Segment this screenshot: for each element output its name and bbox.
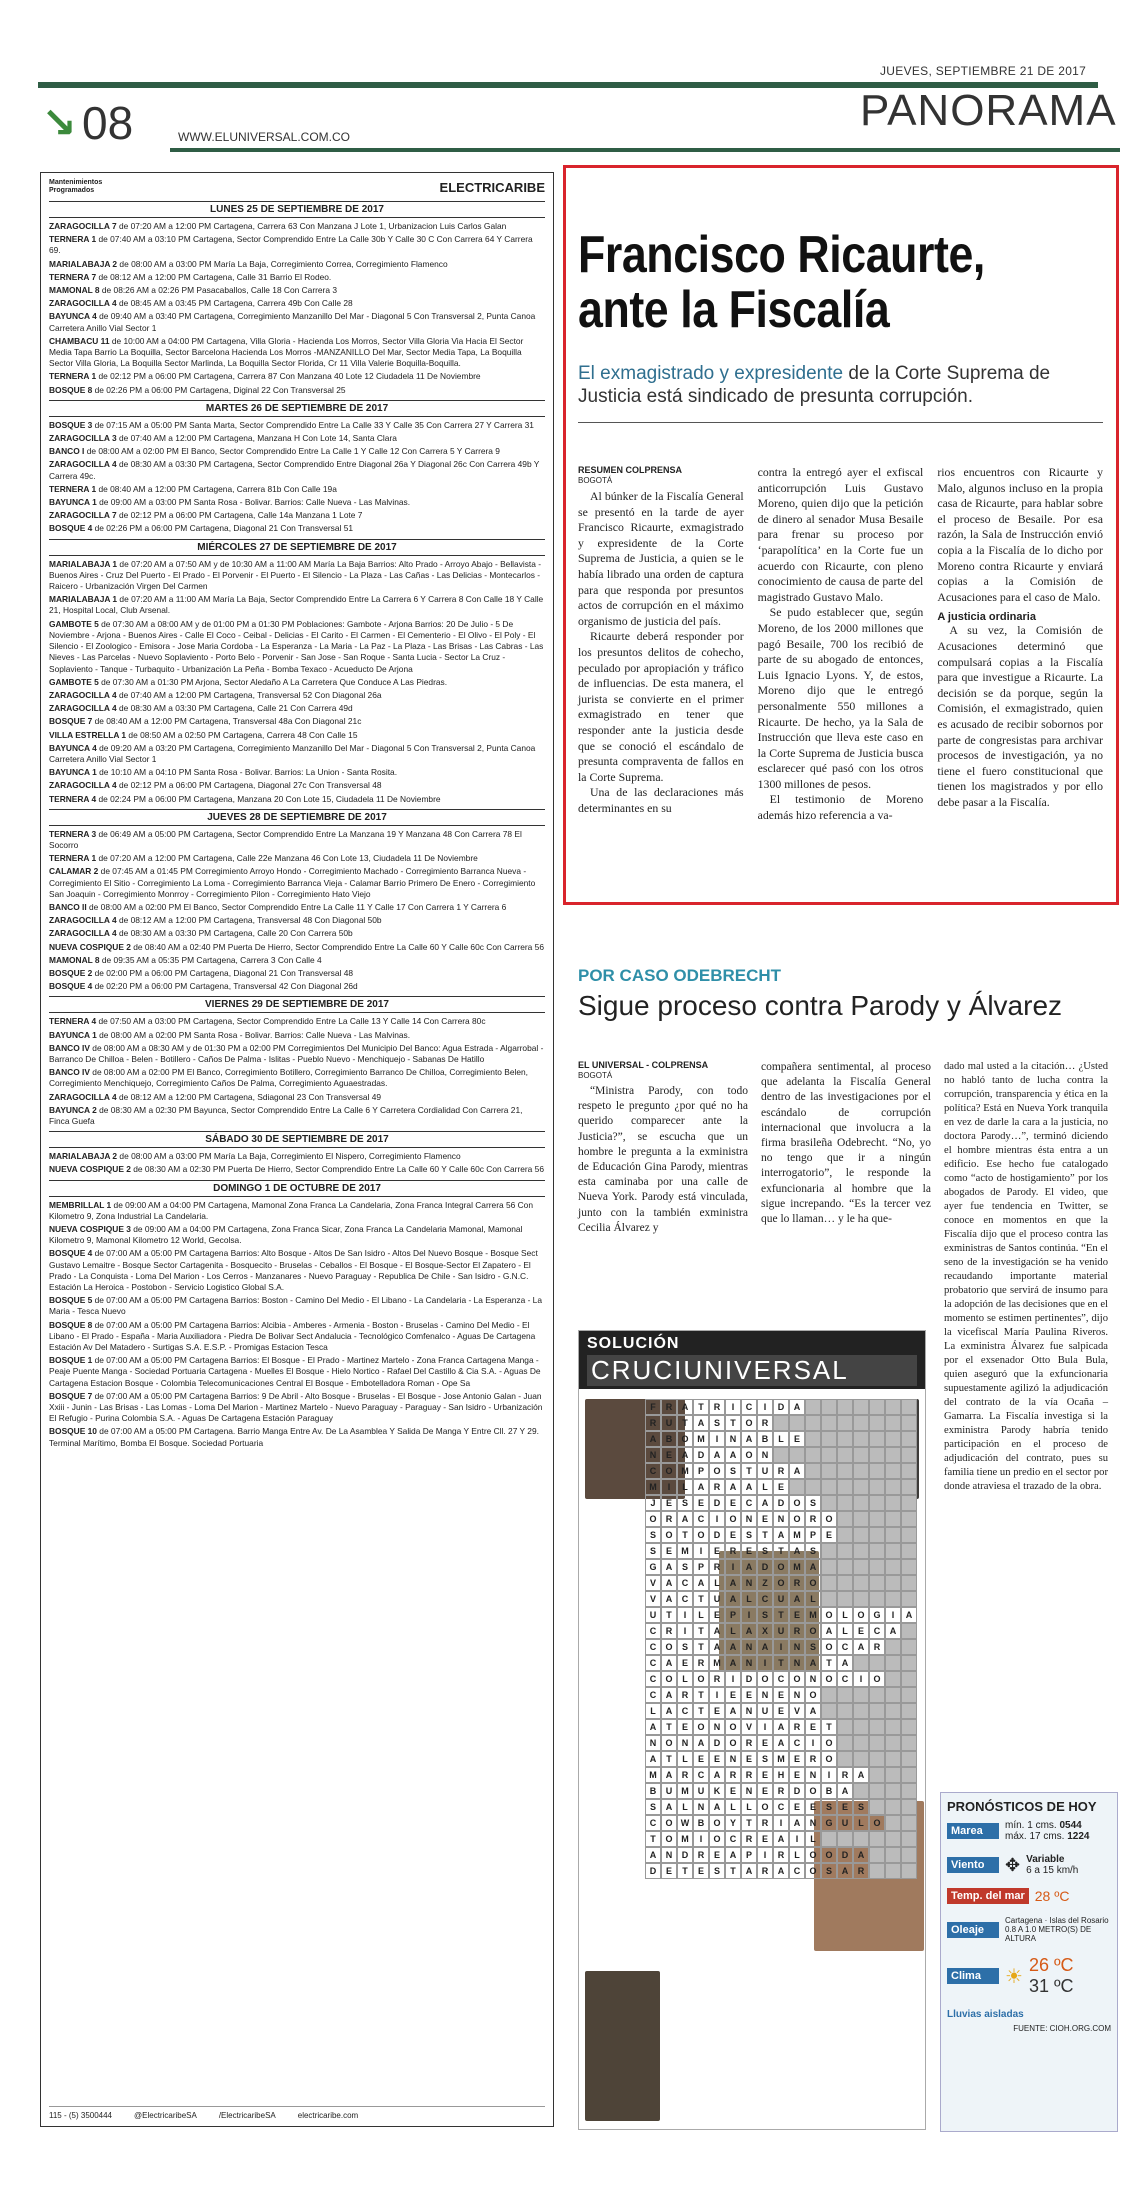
schedule-entry: ZARAGOCILLA 4 de 08:30 AM a 03:30 PM Cartagena, Calle 21 Con Carrera 49d [49, 703, 353, 714]
weather-title: PRONÓSTICOS DE HOY [947, 1799, 1097, 1814]
twitter-contact[interactable]: @ElectricaribeSA [134, 2111, 197, 2120]
schedule-entry: TERNERA 1 de 08:40 AM a 12:00 PM Cartagena, Carrera 81b Con Calle 19a [49, 483, 337, 494]
paragraph: contra la entregó ayer el exfiscal anticorrupción Luis Gustavo Moreno, quien dijo que la petición de dinero al senador Musa Besaile para frenar su proceso por ‘parapolítica’ en la Corte fue un acuerdo con Ricaurte, con pleno conocimiento de causa de parte del magistrado Gustavo Malo. [757, 465, 924, 604]
article2-column-2 [761, 1060, 931, 1227]
schedule-entry: ZARAGOCILLA 4 de 08:45 AM a 03:45 PM Cartagena, Carrera 49b Con Calle 28 [49, 298, 353, 309]
schedule-entry: GAMBOTE 5 de 07:30 AM a 01:30 PM Arjona, Sector Aledaño A La Carretera Que Conduce A Las Piedras. [49, 676, 448, 687]
schedule-entry: CHAMBACU 11 de 10:00 AM a 04:00 PM Cartagena, Villa Gloria - Hacienda Los Morros, Sector Villa Gloria Via Hacia El Sector Media Tapa Barrio La Boquilla, Sector Barcelona Hacienda Los Morros -MANZANILLO Del Mar, Sector Media Tapa, La Boquilla Sector Villa Gloria, La Boquilla Sector Marlinda, La Boquilla Sector Florida, Cr 11 Villa Valerie Boquilla-Boquilla. [49, 335, 524, 369]
schedule-entry: TERNERA 1 de 07:20 AM a 12:00 PM Cartagena, Calle 22e Manzana 46 Con Lote 13, Ciudadela 11 De Noviembre [49, 853, 478, 864]
sea-temp-row [947, 1888, 1111, 1904]
schedule-entry: BAYUNCA 1 de 09:00 AM a 03:00 PM Santa Rosa - Bolivar. Barrios: Calle Nueva - Las Malvinas. [49, 497, 411, 508]
schedule-entry: TERNERA 4 de 07:50 AM a 03:00 PM Cartagena, Sector Comprendido Entre La Calle 13 Y Calle 14 Con Carrera 80c [49, 1016, 486, 1027]
paragraph: El testimonio de Moreno además hizo referencia a va- [757, 792, 924, 823]
schedule-entry: BAYUNCA 1 de 10:10 AM a 04:10 PM Santa Rosa - Bolivar. Barrios: La Union - Santa Rosita. [49, 767, 398, 778]
schedule-entry: ZARAGOCILLA 4 de 02:12 PM a 06:00 PM Cartagena, Diagonal 27c Con Transversal 48 [49, 780, 382, 791]
schedule-label: Mantenimientos Programados [49, 179, 103, 194]
schedule-entry: BANCO II de 08:00 AM a 02:00 PM El Banco, Sector Comprendido Entre La Calle 11 Y Calle 17 Con Carrera 1 Y Carrera 6 [49, 901, 507, 912]
schedule-entry: CALAMAR 2 de 07:45 AM a 01:45 PM Corregimiento Arroyo Hondo - Corregimiento Machado - Corregimiento Barranca Nueva - Corregimiento El Sitio - Corregimiento La Loma - Corregimiento Barranca Vieja - Calamar Barrio Primero De Enero - Corregimiento San Joaquin - Corregimiento Monrroy - Corregimiento Pilon - Corregimiento Hato Viejo [49, 866, 536, 899]
schedule-entry: BOSQUE 10 de 07:00 AM a 05:00 PM Cartagena. Barrio Manga Entre Av. De La Asamblea Y Salida De Manga Y Entre Cll. 27 Y 29. Terminal Marítimo, Bomba El Bosque. Sociedad Portuaria [49, 1426, 539, 1448]
schedule-entry: MARIALABAJA 2 de 08:00 AM a 03:00 PM María La Baja, Corregimiento Correa, Corregimiento Flamenco [49, 258, 448, 269]
schedule-entry: ZARAGOCILLA 7 de 07:20 AM a 12:00 PM Cartagena, Carrera 63 Con Manzana J Lote 1, Urbanizacion Luis Carlos Galan [49, 221, 507, 231]
sea-temp-label: Temp. del mar [947, 1888, 1029, 1904]
article-headline [578, 228, 1034, 338]
crossword-grid: F R A T R I C I D A R U T A S T O R A B O M I N A B L E N E A D A A O N C O M P O S T U R A M I L A R A A L E J E S E D E C A D O S O R A C I O N E N O R O S O T O D E S T A M P E S E M I E R E S T A S G A S P R I A D O M A V A C A L A N Z O R O V A C T U A L C U A L U T I L E P I S T E M O L O G I A C R I T A L A X U R O A L E C A C O S T A A N A I N S O C A R C A E R M A N I T N A T A C O L O R I D O C O N O C I O C A R T I E E N E N O L A C T E A N U E V A A T E O N O V I A R E T N O N A D O R E A C I O A T L E E N E S M E R O M A R C A R R E H E N I R A B U M U K E N E R D O B A S A L N A L L O C E E S E S C O W B O Y T R I A N G U L O T O M I O C R E A I L A N D R E A P I R L O O D A D E T E S T A R A C O S A R [645, 1399, 917, 1879]
waves-place: Cartagena [1005, 1916, 1043, 1925]
wind-row [947, 1854, 1111, 1876]
schedule-entry: BOSQUE 1 de 07:00 AM a 05:00 PM Cartagena Barrios: El Bosque - El Prado - Martinez Martelo - Zona Franca Cartagena Manga - Peaje Puente Manga - Sociedad Portuaria Cartagena - Muelles El Bosque - Hielo Nortico - Rafael Del Castillo & Cia S.A. - Aguas De Cartagena Estacion Bosque - Colombia Telecomunicaciones Central El Bosque - Embotelladora Roman - Ope Sa [49, 1355, 541, 1388]
article-body [578, 465, 1103, 900]
schedule-entry: BOSQUE 7 de 07:00 AM a 05:00 PM Cartagena Barrios: 9 De Abril - Alto Bosque - Bruselas - El Bosque - Jose Antonio Galan - Juan Xxiii - Junin - Las Brisas - Las Lomas - Loma Del Marion - Martinez Martelo - Nuevo Paraguay - Paraguay - San Isidro - Urbanización El Refugio - Purina Colombia S.A. - Aguas De Cartagena Estación Paraguay [49, 1390, 543, 1424]
byline: EL UNIVERSAL - COLPRENSA [578, 1060, 709, 1070]
day-heading: MIÉRCOLES 27 DE SEPTIEMBRE DE 2017 [49, 539, 545, 556]
schedule-entry: MEMBRILLAL 1 de 09:00 AM a 04:00 PM Cartagena, Mamonal Zona Franca La Candelaria, Zona Franca Integral Carrera 56 Con Kilometro 9, Zona Industrial La Candelaria. [49, 1199, 533, 1221]
tide-max: máx. 17 cms. [1005, 1831, 1065, 1842]
tide-row [947, 1820, 1111, 1842]
day-heading: DOMINGO 1 DE OCTUBRE DE 2017 [49, 1180, 545, 1197]
page-number-block [38, 96, 133, 150]
compass-icon: ✥ [1005, 1854, 1021, 1875]
article2-column-3 [944, 1060, 1108, 1494]
schedule-entry: TERNERA 7 de 08:12 AM a 12:00 PM Cartagena, Calle 31 Barrio El Rodeo. [49, 271, 332, 282]
weather-source: FUENTE: CIOH.ORG.COM [1013, 2024, 1111, 2033]
deck-text: de la Corte Suprema de Justicia está sindicado de presunta corrupción. [578, 363, 1051, 407]
subheading: A justicia ordinaria [937, 611, 1036, 624]
tide-values [1005, 1820, 1090, 1842]
schedule-entry: TERNERA 4 de 02:24 PM a 06:00 PM Cartagena, Manzana 20 Con Lote 15, Ciudadela 11 De Noviembre [49, 793, 441, 804]
deck-accent: El exmagistrado y expresidente [578, 363, 844, 384]
weather-box [940, 1792, 1118, 2132]
maintenance-schedule [40, 172, 554, 2127]
schedule-entry: BANCO IV de 08:00 AM a 08:30 AM y de 01:30 PM a 02:00 PM Corregimientos Del Municipio Del Banco: Agua Estrada - Algarrobal - Barranco De Chilloa - Belen - Botillero - Caños De Palma - Islitas - Pueblo Nuevo - Menchiquejo - Sabanas De Hatillo [49, 1042, 544, 1064]
crossword-name: CRUCIUNIVERSAL [587, 1355, 917, 1386]
headline-line-2: ante la Fiscalía [578, 281, 890, 339]
day-heading: SÁBADO 30 DE SEPTIEMBRE DE 2017 [49, 1131, 545, 1148]
paragraph: compañera sentimental, al proceso que adelanta la Fiscalía General dentro de las investigaciones por el escándalo de corrupción internacional que involucra a la firma brasileña Odebrecht. “No, yo no tengo que ir a ningún interrogatorio”, le responde la exfuncionaria al hombre que la sigue increpando. “Es la tercer vez que lo llaman… y le ha que- [761, 1061, 931, 1226]
day-heading: VIERNES 29 DE SEPTIEMBRE DE 2017 [49, 996, 545, 1013]
schedule-entry: BAYUNCA 4 de 09:40 AM a 03:40 PM Cartagena, Corregimiento Manzanillo Del Mar - Diagonal 5 Con Transversal 2, Punta Canoa Carretera Anillo Vial Sector 1 [49, 311, 536, 333]
schedule-header [49, 179, 545, 195]
schedule-entry: BAYUNCA 4 de 09:20 AM a 03:20 PM Cartagena, Corregimiento Manzanillo Del Mar - Diagonal 5 Con Transversal 2, Punta Canoa Carretera Anillo Vial Sector 1 [49, 742, 536, 764]
article-column-1 [578, 465, 744, 900]
schedule-footer [49, 2106, 545, 2120]
schedule-entry: ZARAGOCILLA 4 de 07:40 AM a 12:00 PM Cartagena, Transversal 52 Con Diagonal 26a [49, 689, 382, 700]
dateline: BOGOTÁ [578, 1071, 613, 1080]
phone-contact[interactable]: 115 - (5) 3500444 [49, 2111, 113, 2120]
climate-max: 26 ºC [1028, 1955, 1074, 1975]
schedule-entry: NUEVA COSPIQUE 2 de 08:40 AM a 02:40 PM Puerta De Hierro, Sector Comprendido Entre La Calle 60 Y Calle 60c Con Carrera 56 [49, 941, 544, 952]
schedule-entry: BANCO IV de 08:00 AM a 02:00 PM El Banco, Corregimiento Botillero, Corregimiento Barranco De Chilloa, Corregimiento Belen, Corregimiento Menchiquejo, Corregimiento Caños De Palma, Corregimiento Aguaestradas. [49, 1067, 528, 1089]
schedule-entry: BOSQUE 3 de 07:15 AM a 05:00 PM Santa Marta, Sector Comprendido Entre La Calle 33 Y Calle 35 Con Carrera 27 Y Carrera 31 [49, 419, 534, 430]
schedule-entry: ZARAGOCILLA 4 de 08:12 AM a 12:00 PM Cartagena, Sdiagonal 23 Con Transversal 49 [49, 1091, 382, 1102]
schedule-entry: MARIALABAJA 1 de 07:20 AM a 11:00 AM María La Baja, Sector Comprendido Entre La Carrera 6 Y Carrera 8 Con Calle 18 Y Calle 21, Hospital Local, Club Arsenal. [49, 594, 544, 616]
paragraph: A su vez, la Comisión de Acusaciones determinó que compulsará copias a la Fiscalía para que investigue a Ricaurte. La decisión se da porque, según la Comisión, el exmagistrado, quien es acusado de recibir sobornos por parte de congresistas para archivar procesos de investigación, ya no tiene el fuero constitucional que tienen los magistrados y por ello debe pasar a la Fiscalía. [937, 623, 1103, 809]
schedule-entry: ZARAGOCILLA 3 de 07:40 AM a 12:00 PM Cartagena, Manzana H Con Lote 14, Santa Clara [49, 433, 397, 444]
schedule-entry: NUEVA COSPIQUE 3 de 09:00 AM a 04:00 PM Cartagena, Zona Franca Sicar, Zona Franca La Candelaria Mamonal, Mamonal Kilometro 9, Mamonal Kilometro 12 World, Gecolsa. [49, 1224, 523, 1246]
waves-place-2: Islas del Rosario [1049, 1916, 1109, 1925]
crossword-header [579, 1331, 925, 1389]
schedule-entry: ZARAGOCILLA 4 de 08:12 AM a 12:00 PM Cartagena, Transversal 48 Con Diagonal 50b [49, 915, 382, 926]
article-deck [578, 362, 1103, 408]
schedule-entry: BOSQUE 5 de 07:00 AM a 05:00 PM Cartagena Barrios: Boston - Camino Del Medio - El Libano - La Candelaria - La Esperanza - La Maria - Tesca Nuevo [49, 1295, 542, 1317]
schedule-entry: NUEVA COSPIQUE 2 de 08:30 AM a 02:30 PM Puerta De Hierro, Sector Comprendido Entre La Calle 60 Y Calle 60c Con Carrera 56 [49, 1164, 544, 1175]
schedule-entry: BOSQUE 8 de 07:00 AM a 05:00 PM Cartagena Barrios: Alcibia - Amberes - Armenia - Boston - Bruselas - Camino Del Medio - El Libano - El Prado - España - Maria Auxiliadora - Piedra De Bolivar Sect Andalucia - Tecnológico Comfenalco - Aguas De Cartagena Estación Av Del Matadero - Surtigas S.A. E.S.P. - Promigas Estacion Tesca [49, 1319, 536, 1353]
schedule-entry: TERNERA 1 de 02:12 PM a 06:00 PM Cartagena, Carrera 87 Con Manzana 40 Lote 12 Ciudadela 11 De Noviembre [49, 371, 481, 382]
wind-direction: Variable [1026, 1854, 1065, 1865]
schedule-entry: BANCO I de 08:00 AM a 02:00 PM El Banco, Sector Comprendido Entre La Calle 1 Y Calle 12 Con Carrera 5 Y Carrera 9 [49, 446, 500, 457]
schedule-entry: ZARAGOCILLA 7 de 02:12 PM a 06:00 PM Cartagena, Calle 14a Manzana 1 Lote 7 [49, 510, 363, 521]
schedule-entry: ZARAGOCILLA 4 de 08:30 AM a 03:30 PM Cartagena, Sector Comprendido Entre Diagonal 26a Y Diagonal 26c Con Carrera 49b Y Carrera 49c. [49, 459, 540, 481]
article2-title: Sigue proceso contra Parody y Álvarez [578, 990, 1063, 1021]
electricaribe-brand: ELECTRICARIBE [439, 180, 545, 195]
schedule-entry: BOSQUE 2 de 02:00 PM a 06:00 PM Cartagena, Diagonal 21 Con Transversal 48 [49, 967, 354, 978]
wind-unit: km/h [1056, 1865, 1079, 1876]
climate-description: Lluvias aisladas [947, 2009, 1024, 2020]
day-heading: JUEVES 28 DE SEPTIEMBRE DE 2017 [49, 809, 545, 826]
schedule-entry: MARIALABAJA 2 de 08:00 AM a 03:00 PM María La Baja, Corregimiento El Nispero, Corregimiento Flamenco [49, 1151, 461, 1162]
arrow-icon: ↘ [41, 98, 77, 147]
paragraph: Ricaurte deberá responder por los presuntos delitos de cohecho, peculado por apropiación y tráfico de influencias. De esta manera, el jurista se convierte en el primer exmagistrado en tener que responder ante la justicia desde que se conoció el escándalo de presunta compraventa de fallos en la Corte Suprema. [578, 629, 744, 784]
paragraph: dado mal usted a la citación… ¿Usted no habló tanto de lucha contra la corrupción, transparencia y ética en la política? Está en Nueva York tranquila en vez de darle la cara a la justicia, no doctora Parody…”, terminó diciendo el hombre mientras ésta entra a un edificio. Ese hecho fue catalogado como “acto de hostigamiento” por los abogados de Parody. El video, que ayer fue tendencia en Twitter, se conoce en momentos en que la Fiscalía dijo que el proceso contra las exministras de Santos continúa. “En el seno de la investigación se ha venido recaudando importante material probatorio que servirá de insumo para la adopción de las decisiones que en el momento se estimen pertinentes”, dijo la vicefiscal María Paulina Riveros. La exministra Álvarez fue salpicada por el exsenador Otto Bula Bula, quien aseguró que la exfuncionaria supuestamente agilizó la adjudicación del contrato de la vía Ocaña – Gamarra. La Fiscalía investiga si la exministra Parody habría tenido participación en el proceso de adjudicación del contrato, pues su familia tiene un predio en el sector por donde atraviesa el trazado de la obra. [944, 1061, 1108, 1492]
article-column-2 [758, 465, 924, 900]
climate-min: 31 ºC [1028, 1976, 1074, 1996]
facebook-contact[interactable]: /ElectricaribeSA [218, 2111, 276, 2120]
schedule-entry: BOSQUE 7 de 08:40 AM a 12:00 PM Cartagena, Transversal 48a Con Diagonal 21c [49, 716, 362, 727]
article2-kicker: POR CASO ODEBRECHT [578, 966, 782, 985]
paragraph: rios encuentros con Ricaurte y Malo, algunos incluso en la propia casa de Ricaurte, para hablar sobre el proceso de Besaile. Por esa razón, la Sala de Instrucción envió copia a la Fiscalía de lo dicho por Moreno contra Ricaurte y enviará copias a la Comisión de Acusaciones para el caso de Malo. [937, 465, 1103, 604]
schedule-entry: MARIALABAJA 1 de 07:20 AM a 07:50 AM y de 10:30 AM a 11:00 AM María La Baja Barrios: Alto Prado - Arroyo Abajo - Bellavista - Buenos Aires - Cruz Del Puerto - El Prado - El Porvenir - El Puerto - El Silencio - La Plaza - Las Cañas - Las Delicias - Montecarlos - Raicero - Urbanización Virgen Del Carmen [49, 558, 542, 592]
tide-min-time: 0544 [1059, 1820, 1082, 1831]
man-photo [585, 1971, 660, 2121]
crossword-solution [578, 1330, 926, 2130]
schedule-entry: GAMBOTE 5 de 07:30 AM a 08:00 AM y de 01:00 PM a 01:30 PM Poblaciones: Gambote - Arjona Barrios: 20 De Julio - 5 De Noviembre - Arjona - Buenos Aires - Calle El Coco - Ceibal - Delicias - El Carito - El Carmen - El Cementerio - El Olivo - El Poly - El Silencio - El Zoologico - Emisora - Jose Maria Cordoba - La Esperanza - La Maria - La Paz - La Plaza - Las Brisas - Las Cabras - Las Nieves - Las Parcelas - Nuevo Soplaviento - Porto Belo - Porvenir - San Jose - San Roque - Santa Lucia - Sector La Cruz - Soplaviento - Tanque - Turbaquito - Urbanización La Peña - Bomba Texaco - Acueducto De Arjona [49, 618, 544, 674]
paragraph: Se pudo establecer que, según Moreno, de los 2000 millones que pagó Besaile, 700 los recibió de parte de su abogado de entonces, Luis Ignacio Lyons. Y, de estos, Moreno dijo que le entregó personalmente 550 millones a Ricaurte. De hecho, ya la Sala de Instrucción que lleva este caso en la Corte Suprema de Justicia busca esclarecer qué pasó con los otros 1300 millones de pesos. [757, 605, 924, 791]
section-title: PANORAMA [860, 86, 1117, 135]
schedule-entry: TERNERA 3 de 06:49 AM a 05:00 PM Cartagena, Sector Comprendido Entre La Manzana 19 Y Manzana 48 Con Carrera 78 El Socorro [49, 828, 522, 850]
paragraph: Una de las declaraciones más determinantes en su [578, 785, 744, 815]
schedule-entry: BOSQUE 8 de 02:26 PM a 06:00 PM Cartagena, Diginal 22 Con Transversal 25 [49, 384, 346, 395]
schedule-entry: MAMONAL 8 de 08:26 AM a 02:26 PM Pasacaballos, Calle 18 Con Carrera 3 [49, 285, 337, 296]
wind-label: Viento [947, 1857, 999, 1873]
article-column-3 [937, 465, 1103, 900]
climate-row [947, 1955, 1111, 1997]
site-url[interactable]: WWW.ELUNIVERSAL.COM.CO [178, 130, 351, 144]
waves-label: Oleaje [947, 1922, 999, 1938]
sun-icon: ☀ [1005, 1965, 1023, 1988]
byline: RESUMEN COLPRENSA [578, 465, 683, 475]
schedule-days [49, 201, 545, 1449]
wind-speed: 6 a 15 [1026, 1865, 1054, 1876]
waves-height: 0.8 A 1.0 METRO(S) DE ALTURA [1005, 1925, 1092, 1943]
header-underline [170, 148, 1120, 152]
climate-values [1029, 1955, 1074, 1997]
schedule-entry: TERNERA 1 de 07:40 AM a 03:10 PM Cartagena, Sector Comprendido Entre La Calle 30b Y Calle 30 C Con Carrera 64 Y Carrera 69. [49, 234, 533, 256]
day-heading: LUNES 25 DE SEPTIEMBRE DE 2017 [49, 201, 545, 218]
schedule-entry: BOSQUE 4 de 02:20 PM a 06:00 PM Cartagena, Transversal 42 Con Diagonal 26d [49, 981, 358, 992]
tide-label: Marea [947, 1823, 999, 1839]
schedule-entry: BAYUNCA 2 de 08:30 AM a 02:30 PM Bayunca, Sector Comprendido Entre La Calle 6 Y Carretera Cordialidad Con Carrera 21, Finca Guefa [49, 1104, 523, 1126]
schedule-entry: MAMONAL 8 de 09:35 AM a 05:35 PM Cartagena, Carrera 3 Con Calle 4 [49, 954, 322, 965]
headline-line-1: Francisco Ricaurte, [578, 226, 985, 284]
solution-label: SOLUCIÓN [587, 1335, 680, 1352]
tide-min: mín. 1 cms. [1005, 1820, 1057, 1831]
paragraph: Al búnker de la Fiscalía General se presentó en la tarde de ayer Francisco Ricaurte, exmagistrado y expresidente de la Corte Suprema de Justicia, a quien se le había librado una orden de captura para que responda por presuntos actos de corrupción en el máximo organismo de justicia del país. [578, 489, 744, 628]
dateline: BOGOTÁ [578, 476, 613, 485]
tide-max-time: 1224 [1067, 1831, 1090, 1842]
schedule-entry: VILLA ESTRELLA 1 de 08:50 AM a 02:50 PM Cartagena, Carrera 48 Con Calle 15 [49, 729, 358, 740]
issue-date: JUEVES, SEPTIEMBRE 21 DE 2017 [880, 64, 1087, 78]
wind-values [1026, 1854, 1078, 1876]
deck-rule [578, 422, 1103, 423]
schedule-entry: ZARAGOCILLA 4 de 08:30 AM a 03:30 PM Cartagena, Calle 20 Con Carrera 50b [49, 928, 353, 939]
paragraph: “Ministra Parody, con todo respeto le pregunto ¿por qué no ha querido comparecer ante la Justicia?”, se escucha que un hombre le pregunta a la exministra de Educación Gina Parody, mientras esta caminaba por una calle de Nueva York. Parody está vinculada, junto con la también exministra Cecilia Álvarez y [578, 1085, 748, 1234]
schedule-entry: BOSQUE 4 de 02:26 PM a 06:00 PM Cartagena, Diagonal 21 Con Transversal 51 [49, 523, 354, 534]
schedule-entry: BAYUNCA 1 de 08:00 AM a 02:00 PM Santa Rosa - Bolivar. Barrios: Calle Nueva - Las Malvinas. [49, 1029, 411, 1040]
day-heading: MARTES 26 DE SEPTIEMBRE DE 2017 [49, 400, 545, 417]
waves-values: Cartagena · Islas del Rosario 0.8 A 1.0 METRO(S) DE ALTURA [1005, 1916, 1109, 1943]
sea-temp-value: 28 ºC [1034, 1888, 1070, 1904]
climate-label: Clima [947, 1968, 999, 1984]
page-number: 08 [82, 97, 134, 149]
website-contact[interactable]: electricaribe.com [297, 2111, 359, 2120]
waves-row [947, 1916, 1111, 1943]
article2-column-1 [578, 1060, 748, 1236]
schedule-entry: BOSQUE 4 de 07:00 AM a 05:00 PM Cartagena Barrios: Alto Bosque - Altos De San Isidro - Altos Del Nuevo Bosque - Bosque Sect Gustavo Lemaitre - Bosque Sector Cartagenita - Bosquecito - Bruselas - Ceballos - El Bosque - El Bosque-Sector El Zapatero - El Prado - La Conquista - Loma Del Marion - Los Cerros - Manzanares - Nuevo Paraguay - Republica De Chile - San Isidro - G.N.C. Estación La Heroica - Postobon - Servicio Logistico Global S.A. [49, 1248, 538, 1293]
